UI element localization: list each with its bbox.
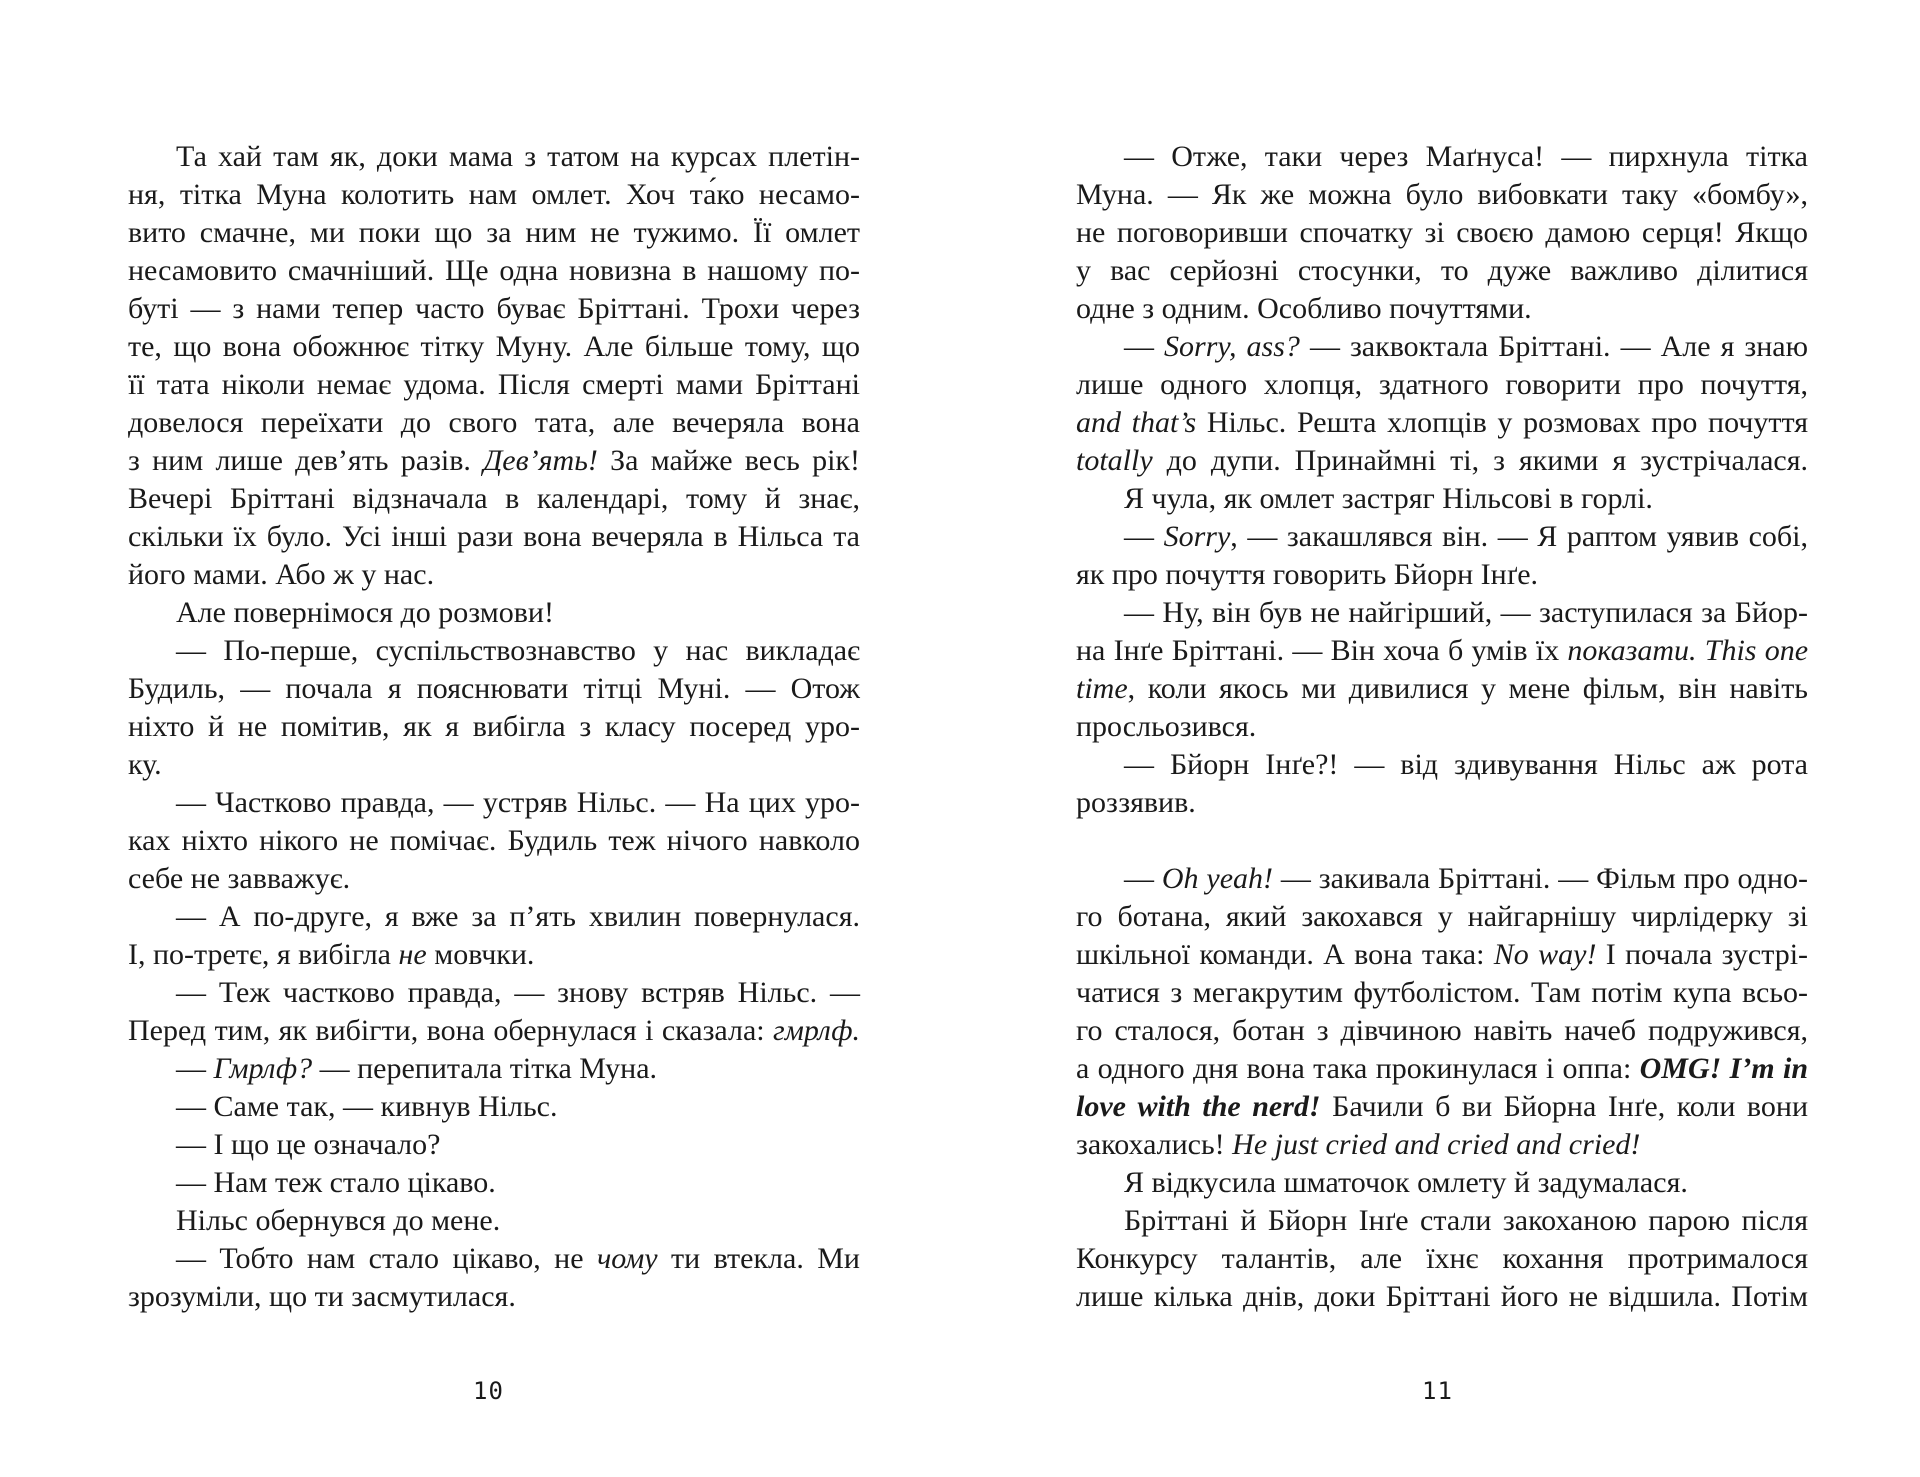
text-line bbox=[1076, 936, 1808, 974]
text-line bbox=[1076, 252, 1808, 290]
text-line bbox=[128, 1278, 860, 1316]
text-segment: — Тобто нам стало цікаво, не bbox=[176, 1242, 597, 1275]
text-line bbox=[128, 518, 860, 556]
text-line bbox=[128, 1050, 860, 1088]
text-segment: ніхто й не помітив, як я вибігла з класу посеред уро- bbox=[128, 710, 860, 743]
text-segment: — bbox=[1124, 862, 1162, 895]
text-line bbox=[128, 138, 860, 176]
text-line bbox=[128, 746, 860, 784]
text-segment: ках ніхто нікого не помічає. Будиль теж нічого навколо bbox=[128, 824, 860, 857]
text-segment: закохались! bbox=[1076, 1128, 1233, 1161]
text-segment: просльозився. bbox=[1076, 710, 1257, 743]
text-line bbox=[1076, 176, 1808, 214]
text-line bbox=[1076, 898, 1808, 936]
page-number-right: 11 bbox=[1422, 1377, 1453, 1405]
emphasis-text: Sorry bbox=[1163, 520, 1231, 553]
text-line bbox=[1076, 860, 1808, 898]
text-segment: Будиль, — почала я пояснювати тітці Муні. — Отож bbox=[128, 672, 860, 705]
text-line bbox=[128, 214, 860, 252]
text-line bbox=[1076, 442, 1808, 480]
text-line bbox=[128, 1012, 860, 1050]
text-segment: до дупи. Принаймні ті, з якими я зустрічалася. bbox=[1152, 444, 1808, 477]
text-segment: — Нам теж стало цікаво. bbox=[176, 1166, 496, 1199]
text-segment: — bbox=[1124, 330, 1165, 363]
text-line bbox=[128, 252, 860, 290]
text-line bbox=[1076, 328, 1808, 366]
text-line bbox=[1076, 1012, 1808, 1050]
text-line bbox=[128, 1088, 860, 1126]
emphasis-text: чому bbox=[596, 1242, 658, 1275]
text-segment: — А по-друге, я вже за п’ять хвилин повернулася. bbox=[176, 900, 860, 933]
text-segment: як про почуття говорить Бйорн Інґе. bbox=[1076, 558, 1539, 591]
text-segment: Нільс обернувся до мене. bbox=[176, 1204, 501, 1237]
text-line bbox=[1076, 366, 1808, 404]
right-page-text bbox=[1076, 138, 1808, 1316]
text-segment: ти втекла. Ми bbox=[657, 1242, 860, 1275]
text-segment: Перед тим, як вибігти, вона обернулася і сказала: bbox=[128, 1014, 774, 1047]
text-line bbox=[1076, 214, 1808, 252]
text-segment: За майже весь рік! bbox=[597, 444, 860, 477]
text-line bbox=[128, 1240, 860, 1278]
text-segment: шкільної команди. А вона така: bbox=[1076, 938, 1494, 971]
text-line bbox=[1076, 974, 1808, 1012]
text-line bbox=[128, 404, 860, 442]
text-line bbox=[1076, 1164, 1808, 1202]
text-segment: Нільс. Решта хлопців у розмовах про почуття bbox=[1196, 406, 1808, 439]
text-segment: — bbox=[1124, 520, 1164, 553]
text-line bbox=[1076, 632, 1808, 670]
text-segment: — Бйорн Інґе?! — від здивування Нільс аж рота bbox=[1124, 748, 1808, 781]
emphasis-text: не bbox=[398, 938, 427, 971]
text-line bbox=[1076, 1202, 1808, 1240]
text-segment: го сталося, ботан з дівчиною навіть начеб подружився, bbox=[1076, 1014, 1808, 1047]
text-segment: лише кілька днів, доки Бріттані його не відшила. Потім bbox=[1076, 1280, 1808, 1313]
text-segment: мовчки. bbox=[426, 938, 535, 971]
emphasis-text: He just cried and cried and cried! bbox=[1232, 1128, 1641, 1161]
text-line bbox=[1076, 556, 1808, 594]
text-segment: те, що вона обожнює тітку Муну. Але більше тому, що bbox=[128, 330, 860, 363]
text-segment: — bbox=[176, 1052, 214, 1085]
text-line bbox=[128, 632, 860, 670]
text-segment: — перепитала тітка Муна. bbox=[312, 1052, 658, 1085]
emphasis-text: totally bbox=[1076, 444, 1153, 477]
text-segment: — заквоктала Бріттані. — Але я знаю bbox=[1299, 330, 1809, 363]
text-segment: ку. bbox=[128, 748, 162, 781]
text-line bbox=[1076, 1278, 1808, 1316]
text-segment: її тата ніколи немає удома. Після смерті мами Бріттані bbox=[128, 368, 860, 401]
text-segment: Вечері Бріттані відзначала в календарі, тому й знає, bbox=[128, 482, 860, 515]
text-line bbox=[1076, 1126, 1808, 1164]
text-segment: І, по-третє, я вибігла bbox=[128, 938, 399, 971]
text-segment: Бріттані й Бйорн Інґе стали закоханою парою після bbox=[1124, 1204, 1808, 1237]
text-line bbox=[128, 328, 860, 366]
text-segment: — Теж частково правда, — знову встряв Нільс. — bbox=[176, 976, 860, 1009]
text-segment: лише одного хлопця, здатного говорити про почуття, bbox=[1076, 368, 1808, 401]
text-line bbox=[1076, 784, 1808, 822]
text-line bbox=[1076, 404, 1808, 442]
text-line bbox=[1076, 708, 1808, 746]
text-segment: Я відкусила шматочок омлету й задумалася. bbox=[1124, 1166, 1688, 1199]
text-segment: його мами. Або ж у нас. bbox=[128, 558, 435, 591]
text-segment: , коли якось ми дивилися у мене фільм, він навіть bbox=[1127, 672, 1808, 705]
text-line bbox=[1076, 746, 1808, 784]
text-line bbox=[1076, 518, 1808, 556]
text-line bbox=[128, 974, 860, 1012]
text-segment: ня, тітка Муна колотить нам омлет. Хоч та́ко несамо- bbox=[128, 178, 860, 211]
emphasis-text: показати. This one bbox=[1567, 634, 1809, 667]
text-line bbox=[128, 784, 860, 822]
text-line bbox=[128, 594, 860, 632]
text-line bbox=[1076, 1240, 1808, 1278]
text-segment: несамовито смачніший. Ще одна новизна в нашому по- bbox=[128, 254, 860, 287]
text-segment: чатися з мегакрутим футболістом. Там потім купа всьо- bbox=[1076, 976, 1808, 1009]
text-segment: а одного дня вона така прокинулася і оппа: bbox=[1076, 1052, 1640, 1085]
text-segment: на Інґе Бріттані. — Він хоча б умів їх bbox=[1076, 634, 1568, 667]
text-segment: скільки їх було. Усі інші рази вона вечеряла в Нільса та bbox=[128, 520, 860, 553]
text-line bbox=[128, 670, 860, 708]
text-segment: І почала зустрі- bbox=[1596, 938, 1809, 971]
text-line bbox=[1076, 480, 1808, 518]
emphasis-text: and that’s bbox=[1076, 406, 1197, 439]
text-line bbox=[1076, 1050, 1808, 1088]
text-line bbox=[128, 898, 860, 936]
text-line bbox=[128, 290, 860, 328]
text-line bbox=[128, 860, 860, 898]
text-line bbox=[128, 556, 860, 594]
text-segment: роззявив. bbox=[1076, 786, 1196, 819]
text-segment: — Частково правда, — устряв Нільс. — На цих уро- bbox=[176, 786, 860, 819]
text-segment: у вас серйозні стосунки, то дуже важливо ділитися bbox=[1076, 254, 1808, 287]
text-segment: вито смачне, ми поки що за ним не тужимо. Її омлет bbox=[128, 216, 860, 249]
text-line bbox=[1076, 138, 1808, 176]
text-segment: буті — з нами тепер часто буває Бріттані. Трохи через bbox=[128, 292, 860, 325]
text-segment: одне з одним. Особливо почуттями. bbox=[1076, 292, 1532, 325]
paragraph-gap bbox=[1076, 822, 1808, 860]
text-segment: Бачили б ви Бйорна Інґе, коли вони bbox=[1320, 1090, 1808, 1123]
text-line bbox=[1076, 594, 1808, 632]
text-segment: Але повернімося до розмови! bbox=[176, 596, 554, 629]
emphasis-text: Oh yeah! bbox=[1161, 862, 1274, 895]
text-segment: — Саме так, — кивнув Нільс. bbox=[176, 1090, 558, 1123]
text-line bbox=[128, 366, 860, 404]
text-line bbox=[1076, 1088, 1808, 1126]
text-line bbox=[128, 936, 860, 974]
text-segment: Конкурсу талантів, але їхнє кохання протрималося bbox=[1076, 1242, 1808, 1275]
text-line bbox=[128, 822, 860, 860]
text-line bbox=[1076, 670, 1808, 708]
text-segment: зрозуміли, що ти засмутилася. bbox=[128, 1280, 516, 1313]
text-line bbox=[128, 176, 860, 214]
text-segment: , — закашлявся він. — Я раптом уявив собі, bbox=[1230, 520, 1809, 553]
text-segment: — І що це означало? bbox=[176, 1128, 441, 1161]
text-line bbox=[128, 442, 860, 480]
text-segment: — Отже, таки через Маґнуса! — пирхнула тітка bbox=[1124, 140, 1808, 173]
text-segment: довелося переїхати до свого тата, але вечеряла вона bbox=[128, 406, 860, 439]
page-number-left: 10 bbox=[473, 1377, 504, 1405]
text-segment: не поговоривши спочатку зі своєю дамою серця! Якщо bbox=[1076, 216, 1808, 249]
emphasis-text: OMG! I’m in bbox=[1639, 1052, 1808, 1085]
emphasis-text: time bbox=[1076, 672, 1128, 705]
text-line bbox=[128, 1164, 860, 1202]
text-segment: го ботана, який закохався у найгарнішу чирлідерку зі bbox=[1076, 900, 1808, 933]
emphasis-text: Sorry, ass? bbox=[1164, 330, 1300, 363]
emphasis-text: love with the nerd! bbox=[1076, 1090, 1321, 1123]
text-segment: Я чула, як омлет застряг Нільсові в горлі. bbox=[1124, 482, 1653, 515]
text-line bbox=[128, 1126, 860, 1164]
text-segment: — закивала Бріттані. — Фільм про одно- bbox=[1273, 862, 1808, 895]
text-line bbox=[1076, 290, 1808, 328]
emphasis-text: No way! bbox=[1493, 938, 1597, 971]
left-page-text bbox=[128, 138, 860, 1316]
text-line bbox=[128, 480, 860, 518]
text-line bbox=[128, 1202, 860, 1240]
text-line bbox=[128, 708, 860, 746]
emphasis-text: Дев’ять! bbox=[483, 444, 598, 477]
emphasis-text: Гмрлф? bbox=[213, 1052, 313, 1085]
emphasis-text: гмрлф. bbox=[773, 1014, 860, 1047]
text-segment: Муна. — Як же можна було вибовкати таку «бомбу», bbox=[1076, 178, 1808, 211]
text-segment: Та хай там як, доки мама з татом на курсах плетін- bbox=[176, 140, 860, 173]
text-segment: — По-перше, суспільствознавство у нас викладає bbox=[176, 634, 860, 667]
text-segment: з ним лише дев’ять разів. bbox=[128, 444, 484, 477]
text-segment: — Ну, він був не найгірший, — заступилася за Бйор- bbox=[1124, 596, 1808, 629]
text-segment: себе не завважує. bbox=[128, 862, 351, 895]
